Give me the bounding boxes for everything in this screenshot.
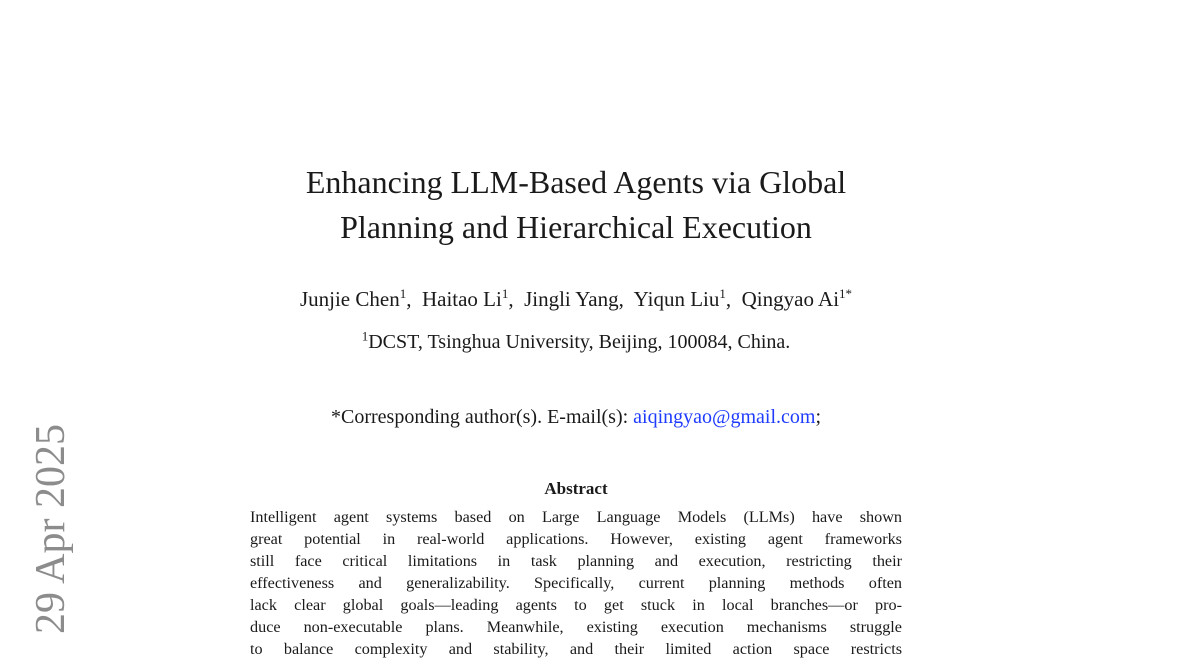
- abstract-line: to balance complexity and stability, and their limited action space restricts: [250, 640, 902, 658]
- author-name: Haitao Li$^1$: [421, 286, 509, 311]
- arxiv-date-stamp: 29 Apr 2025: [28, 424, 74, 634]
- affiliation: $^1$DCST, Tsinghua University, Beijing, 100084, China.: [361, 328, 791, 353]
- author-name: Junjie Chen$^1$: [299, 286, 407, 311]
- abstract-heading: Abstract: [544, 479, 608, 498]
- author-name: Yiqun Liu$^1$: [633, 286, 726, 311]
- email-link[interactable]: aiqingyao@gmail.com: [633, 406, 816, 428]
- author-name: Qingyao $Ai^{1*}$: [741, 286, 853, 311]
- abstract-text: [250, 506, 902, 660]
- abstract-line: still face critical limitations in task planning and execution, restricting their: [250, 552, 902, 570]
- title-line-1: Enhancing LLM-Based Agents via Global: [305, 164, 847, 200]
- abstract-line: lack clear global goals—leading agents to get stuck in local branches—or pro-: [250, 596, 902, 614]
- abstract-line: effectiveness and generalizability. Specifically, current planning methods often: [250, 574, 902, 592]
- author-list: Junjie Chen$^1$, Haitao Li$^1$, Jingli Yang, Yiqun Liu$^1$, Qingyao $Ai^{1*}$: [299, 286, 853, 311]
- abstract-line: duce non-executable plans. Meanwhile, existing execution mechanisms struggle: [250, 618, 902, 636]
- corresponding-author: *Corresponding author(s). E-mail(s): aiqingyao@gmail.com;: [331, 406, 821, 428]
- author-name: Jingli Yang: [524, 287, 619, 311]
- paper-title: [0, 160, 1152, 250]
- abstract-line: great potential in real-world applications. However, existing agent frameworks: [250, 530, 902, 548]
- abstract-line: Intelligent agent systems based on Large Language Models (LLMs) have shown: [250, 508, 902, 526]
- title-line-2: Planning and Hierarchical Execution: [340, 209, 812, 245]
